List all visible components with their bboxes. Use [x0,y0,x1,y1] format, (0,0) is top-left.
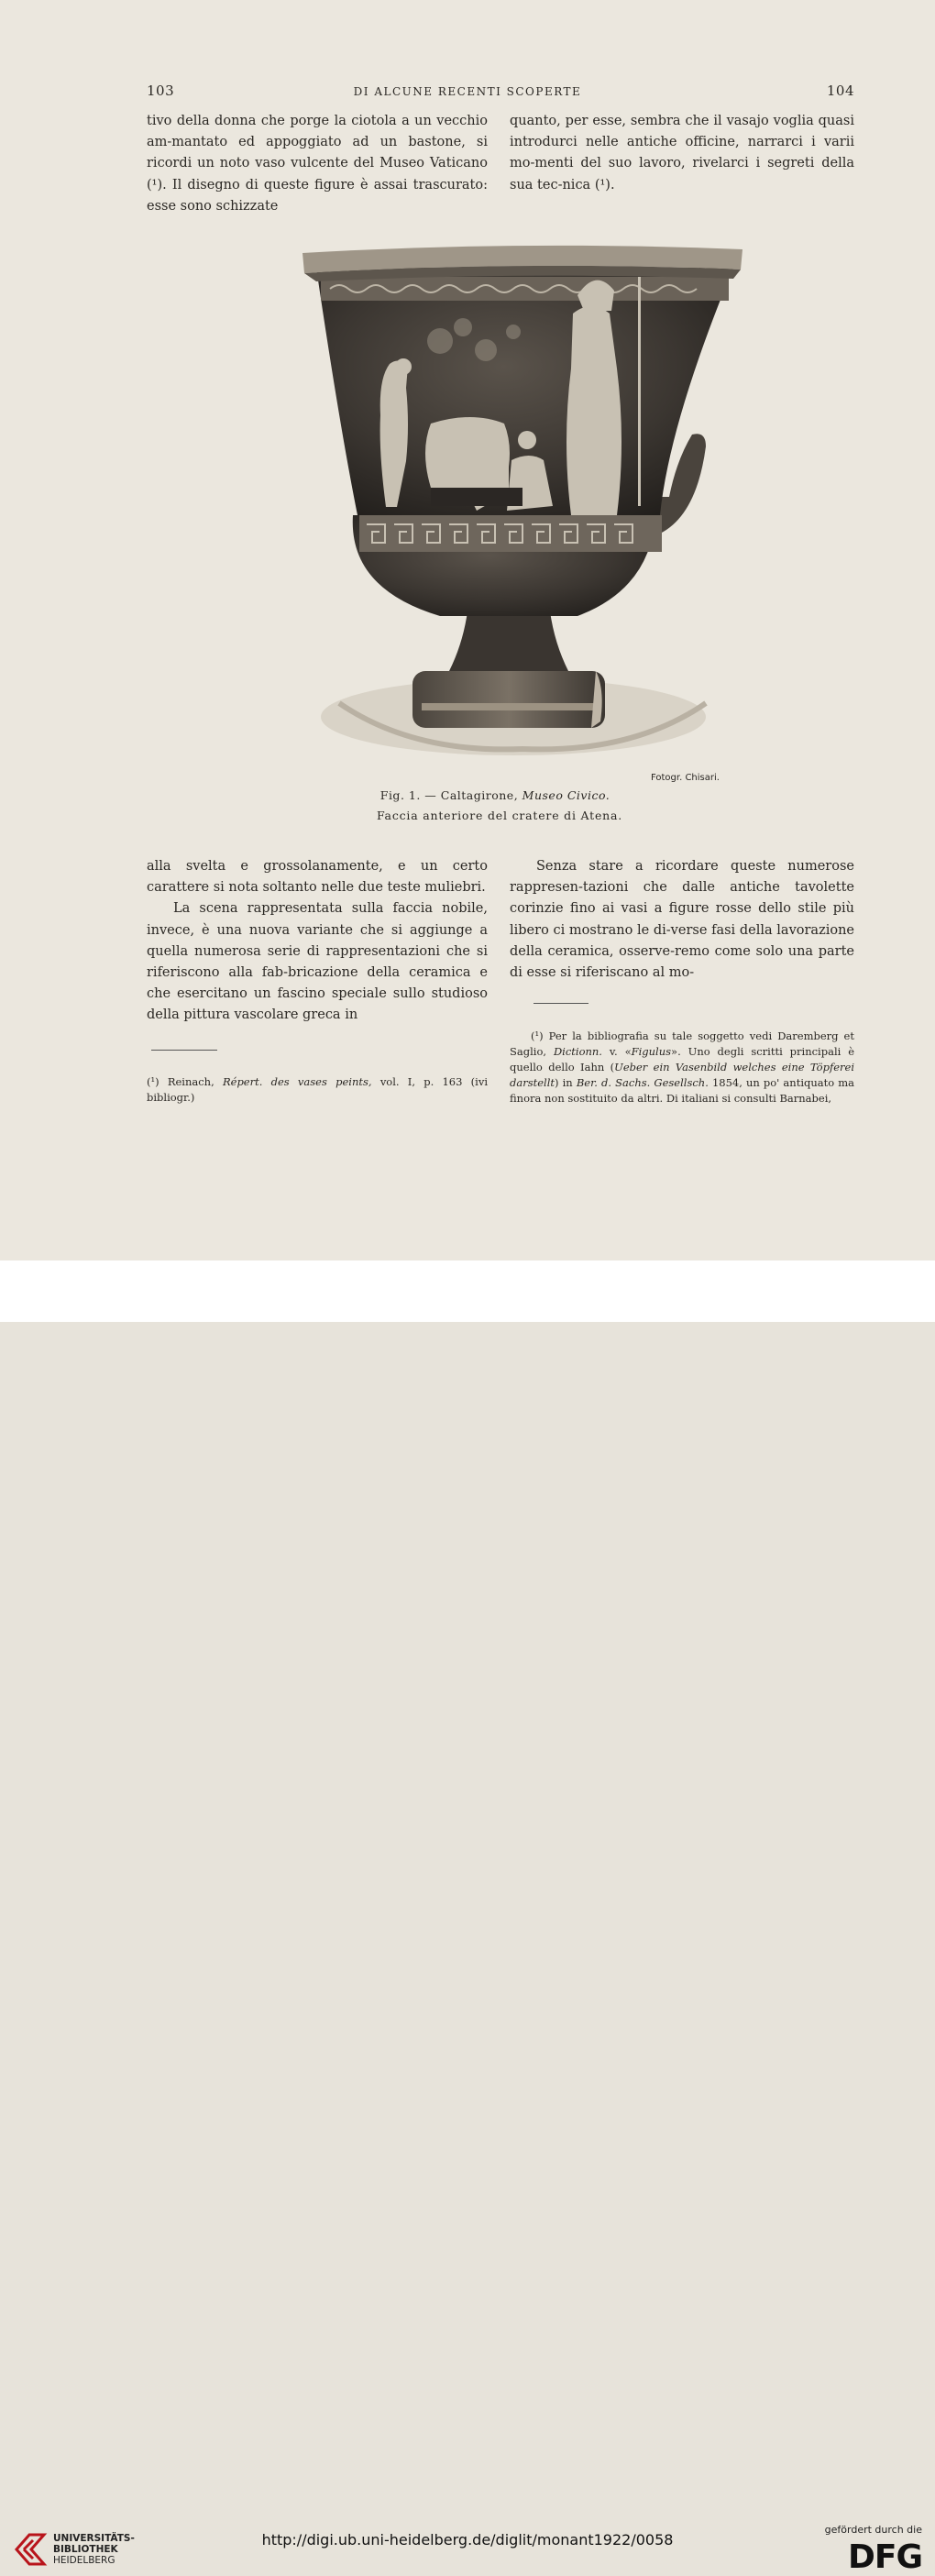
figure-caption [0,788,935,802]
footnote-rule-left [151,1050,217,1051]
bottom-left-p2: La scena rappresentata sulla faccia nobile, invece, è una nuova variante che si aggiunge a quella numerosa serie di rappresentazioni che si riferiscono alla fab-bricazione della ceramica e che esercitano un fascino speciale sullo studioso della pittura vascolare greca in [147,901,488,1023]
fn-right-c: v. « [609,1045,632,1058]
fn-left-b: Répert. des vases peints, [222,1075,372,1088]
funded-by-text: gefördert durch die [824,2524,922,2536]
fn-right-a: (¹) Per la bibliografia su tale soggetto vedi Daremberg et Saglio, [510,1029,854,1058]
caption-museum: Museo Civico. [522,788,610,802]
footnote-left [147,1074,488,1106]
fn-right-g: ) in [555,1076,573,1089]
figure-caption-line2: Faccia anteriore del cratere di Atena. [376,809,623,822]
fn-right-i: 1854, un po' antiquato ma finora non sostituito da altri. Di italiani si consulti Barnabei, [510,1076,855,1105]
digitization-footer [0,1260,935,2576]
fn-right-b: Dictionn. [553,1045,602,1058]
fn-left-a: (¹) Reinach, [147,1075,214,1088]
fn-right-d: Figulus [631,1045,672,1058]
fn-right-f: Ueber ein Vasenbild welches eine Töpferei darstellt [510,1061,855,1089]
fn-left-c: vol. I, p. 163 (ivi bibliogr.) [147,1075,489,1104]
krater-photograph [302,240,752,772]
footnote-right [510,1029,854,1106]
running-title: DI ALCUNE RECENTI SCOPERTE [353,85,582,98]
bottom-left-column [147,856,488,1027]
fn-right-h: Ber. d. Sachs. Gesellsch. [576,1076,709,1089]
top-left-text: tivo della donna che porge la ciotola a un vecchio am-mantato ed appoggiato ad un bastone, si ricordi un noto vaso vulcente del Museo Vaticano (¹). Il disegno di queste figure è assai trascurato: esse sono schizzate [147,114,488,214]
library-line1: UNIVERSITÄTS- [53,2533,135,2544]
fn-right-e: ». Uno degli scritti principali è quello dello Iahn ( [510,1045,855,1073]
library-line3: HEIDELBERG [53,2555,116,2566]
page-number-left: 103 [147,83,175,99]
dfg-logo: DFG [847,2538,922,2576]
caption-prefix: Fig. 1. — Caltagirone, [380,788,519,802]
source-url-link[interactable]: http://digi.ub.uni-heidelberg.de/diglit/monant1922/0058 [261,2531,674,2548]
top-right-paragraph [510,111,854,196]
scanned-page [0,0,935,1260]
photo-credit: Fotogr. Chisari. [651,773,720,783]
top-right-text: quanto, per esse, sembra che il vasajo voglia quasi introdurci nelle antiche officine, narrarci i varii mo-menti del suo lavoro, rivelarci i segreti della sua tec-nica (¹). [510,114,854,193]
bottom-left-p1: alla svelta e grossolanamente, e un certo carattere si nota soltanto nelle due teste muliebri. [147,859,488,896]
top-left-paragraph [147,111,488,217]
bottom-right-column [510,856,854,984]
bottom-right-p1: Senza stare a ricordare queste numerose rappresen-tazioni che dalle antiche tavolette corinzie fino ai vasi a figure rosse dello stile più libero ci mostrano le di-verse fasi della lavorazione della ceramica, osserve-remo come solo una parte di esse si riferiscano al mo- [510,859,854,981]
library-line2: BIBLIOTHEK [53,2544,118,2555]
footnote-rule-right [534,1003,588,1004]
page-number-right: 104 [826,83,854,99]
